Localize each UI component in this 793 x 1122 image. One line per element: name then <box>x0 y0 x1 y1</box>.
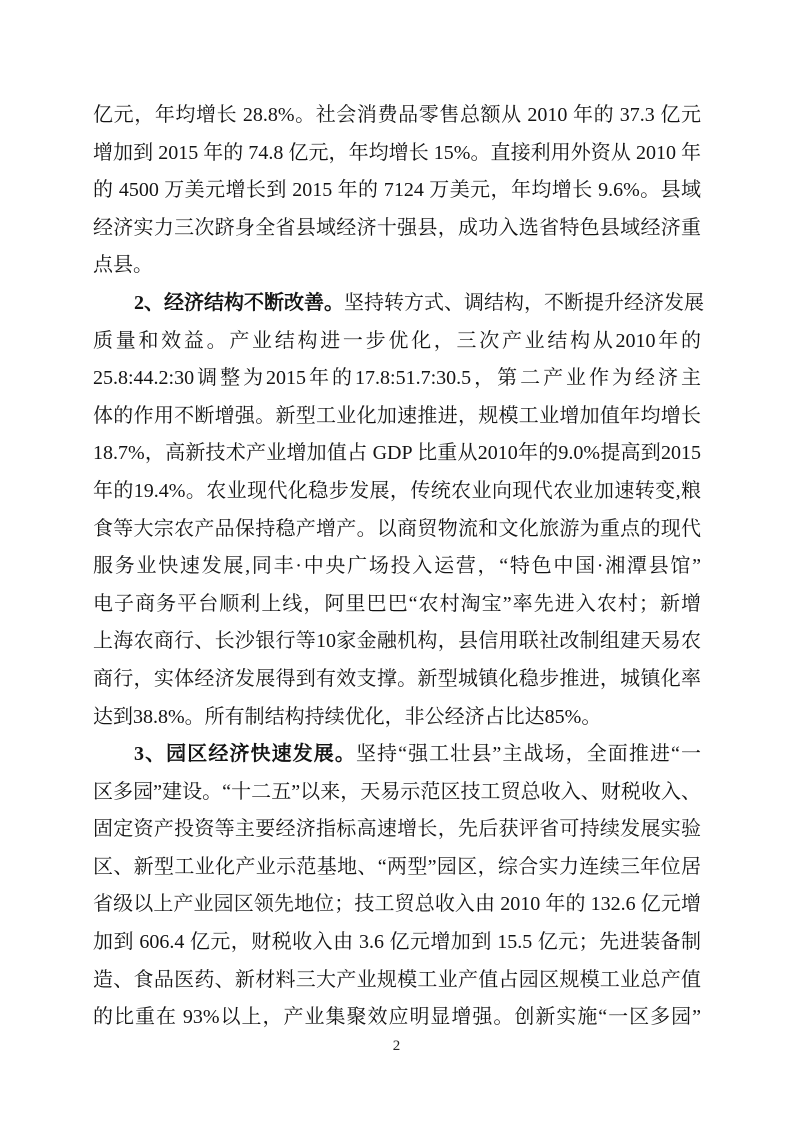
paragraph-1 <box>93 97 701 285</box>
page-number: 2 <box>392 1038 401 1054</box>
text-line: 上海农商行、长沙银行等10家金融机构，县信用联社改制组建天易农 <box>93 630 701 653</box>
section-heading: 2、经济结构不断改善。 <box>134 291 344 314</box>
text-line: 18.7%，高新技术产业增加值占 GDP 比重从2010年的9.0%提高到2015 <box>93 442 701 465</box>
text-line: 加到 606.4 亿元，财税收入由 3.6 亿元增加到 15.5 亿元；先进装备制 <box>93 931 701 954</box>
section-heading-line: 2、经济结构不断改善。坚持转方式、调结构，不断提升经济发展 <box>134 291 704 314</box>
text-line: 造、食品医药、新材料三大产业规模工业产值占园区规模工业总产值 <box>93 968 701 991</box>
text-line: 亿元，年均增长 28.8%。社会消费品零售总额从 2010 年的 37.3 亿元 <box>93 104 701 126</box>
text-line: 区多园”建设。“十二五”以来，天易示范区技工贸总收入、财税收入、 <box>93 780 701 803</box>
text-line: 点县。 <box>93 254 153 277</box>
text-line: 固定资产投资等主要经济指标高速增长，先后获评省可持续发展实验 <box>93 818 701 841</box>
text-line: 质量和效益。产业结构进一步优化，三次产业结构从2010年的 <box>93 329 701 352</box>
text-line: 增加到 2015 年的 74.8 亿元，年均增长 15%。直接利用外资从 2010 年 <box>93 141 701 164</box>
section-heading: 3、园区经济快速发展。 <box>134 743 356 766</box>
text-line: 服务业快速发展,同丰·中央广场投入运营，“特色中国·湘潭县馆” <box>93 555 701 578</box>
text-line: 区、新型工业化产业示范基地、“两型”园区，综合实力连续三年位居 <box>93 855 701 878</box>
text-line: 体的作用不断增强。新型工业化加速推进，规模工业增加值年均增长 <box>93 404 701 427</box>
text-line: 经济实力三次跻身全省县域经济十强县，成功入选省特色县域经济重 <box>93 216 701 239</box>
text-line: 省级以上产业园区领先地位；技工贸总收入由 2010 年的 132.6 亿元增 <box>93 893 701 916</box>
text-line: 达到38.8%。所有制结构持续优化，非公经济占比达85%。 <box>93 705 602 728</box>
text-line: 的 4500 万美元增长到 2015 年的 7124 万美元，年均增长 9.6%。县域 <box>93 179 701 202</box>
text-line: 食等大宗农产品保持稳产增产。以商贸物流和文化旅游为重点的现代 <box>93 517 701 540</box>
paragraph-2 <box>93 285 704 736</box>
section-heading-line: 3、园区经济快速发展。坚持“强工壮县”主战场，全面推进“一 <box>134 743 702 766</box>
text-line: 25.8:44.2:30调整为2015年的17.8:51.7:30.5，第二产业作为经济主 <box>93 367 701 390</box>
text-block <box>93 97 704 1037</box>
text-line: 年的19.4%。农业现代化稳步发展，传统农业向现代农业加速转变,粮 <box>93 479 701 502</box>
text-line: 的比重在 93%以上，产业集聚效应明显增强。创新实施“一区多园” <box>93 1006 701 1029</box>
text-line: 商行，实体经济发展得到有效支撑。新型城镇化稳步推进，城镇化率 <box>93 667 701 690</box>
paragraph-3 <box>93 736 701 1037</box>
text-line: 电子商务平台顺利上线，阿里巴巴“农村淘宝”率先进入农村；新增 <box>93 592 701 615</box>
